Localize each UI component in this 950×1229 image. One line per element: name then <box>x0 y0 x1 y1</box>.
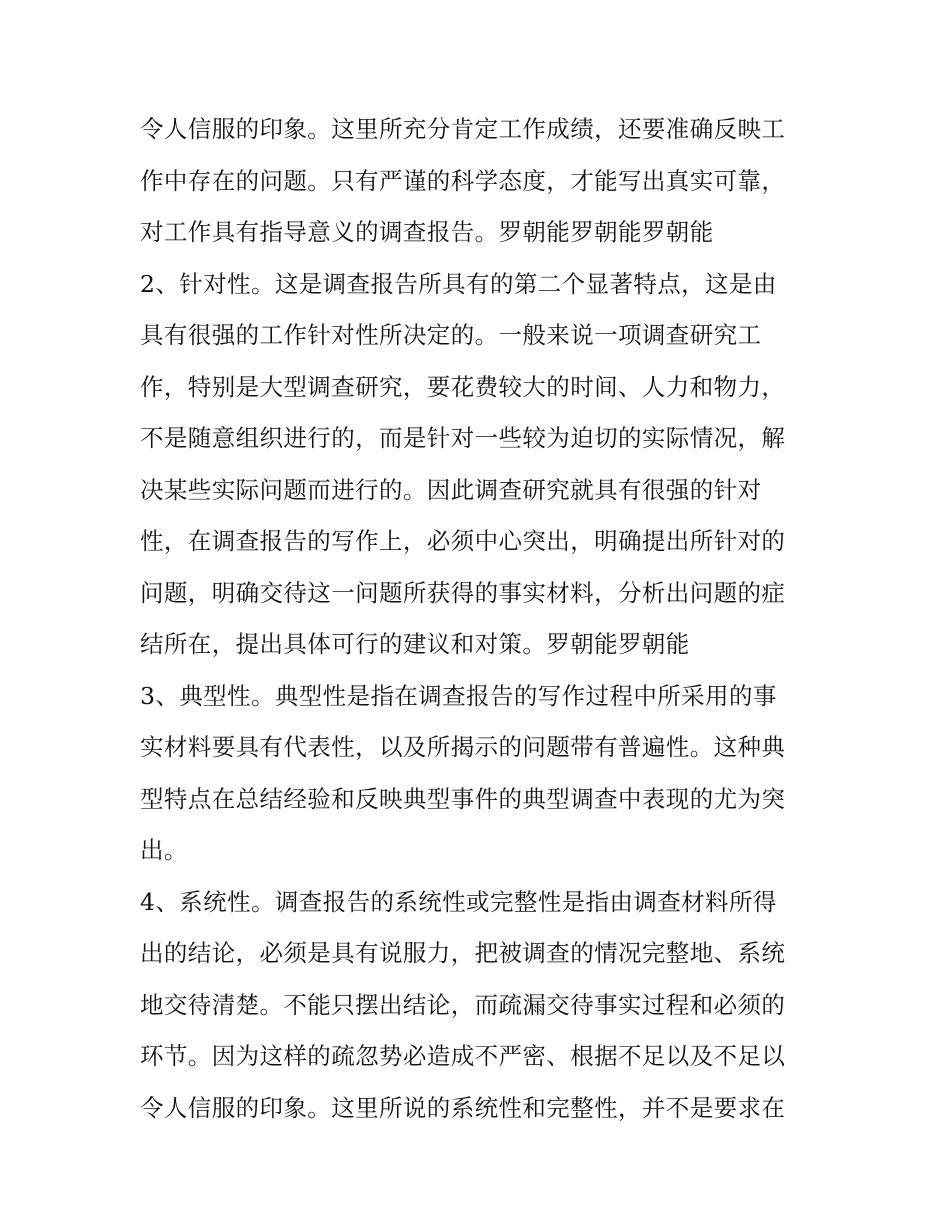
text-line: 对工作具有指导意义的调查报告。罗朝能罗朝能罗朝能 <box>140 218 714 246</box>
text-line: 令人信服的印象。这里所说的系统性和完整性，并不是要求在 <box>140 1093 786 1122</box>
text-line: 决某些实际问题而进行的。因此调查研究就具有很强的针对 <box>140 475 762 504</box>
text-line: 令人信服的印象。这里所充分肯定工作成绩，还要准确反映工 <box>140 115 786 143</box>
text-line: 问题，明确交待这一问题所获得的事实材料，分析出问题的症 <box>140 578 786 607</box>
text-line: 出。 <box>140 836 188 864</box>
body-text <box>140 104 820 1134</box>
text-line: 出的结论，必须是具有说服力，把被调查的情况完整地、系统 <box>140 939 786 967</box>
text-line: 3、典型性。典型性是指在调查报告的写作过程中所采用的事 <box>140 681 777 710</box>
text-line: 作，特别是大型调查研究，要花费较大的时间、人力和物力， <box>140 372 786 401</box>
text-line: 2、针对性。这是调查报告所具有的第二个显著特点，这是由 <box>140 269 777 298</box>
text-line: 不是随意组织进行的，而是针对一些较为迫切的实际情况，解 <box>140 424 786 452</box>
text-line: 结所在，提出具体可行的建议和对策。罗朝能罗朝能 <box>140 630 690 658</box>
text-line: 作中存在的问题。只有严谨的科学态度，才能写出真实可靠， <box>140 166 786 195</box>
text-line: 4、系统性。调查报告的系统性或完整性是指由调查材料所得 <box>140 887 777 916</box>
text-line: 实材料要具有代表性，以及所揭示的问题带有普遍性。这种典 <box>140 733 786 761</box>
text-line: 环节。因为这样的疏忽势必造成不严密、根据不足以及不足以 <box>140 1042 786 1070</box>
text-line: 地交待清楚。不能只摆出结论，而疏漏交待事实过程和必须的 <box>140 990 786 1019</box>
text-line: 型特点在总结经验和反映典型事件的典型调查中表现的尤为突 <box>140 784 786 813</box>
text-line: 性，在调查报告的写作上，必须中心突出，明确提出所针对的 <box>140 527 786 555</box>
text-line: 具有很强的工作针对性所决定的。一般来说一项调查研究工 <box>140 321 762 349</box>
